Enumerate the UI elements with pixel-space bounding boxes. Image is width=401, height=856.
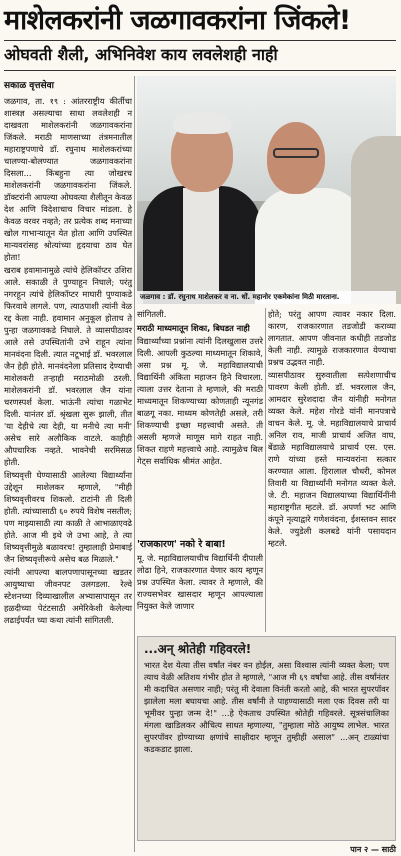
column1-paragraph: जळगाव, ता. १९ : आंतरराष्ट्रीय कीर्तीचा शास्त्रज्ञ असल्याचा साधा लवलेशही न दाखवता माशेलकरांनी जळगावकरांना जिंकले. मराठी माणसाच्या तंत्रमनातील महाराष्ट्रपणाचे डॉ. रघुनाथ माशेलकरांच्या चालण्या-बोलण्यात जळगावकरांना दिसला... किंबहुना त्या जोखरच माशेलकरांनी जळगावकरांना जिंकले. डॉक्टरांनी आपल्या ओघवत्या शैलीतून केवळ देश आणि विदेशाचाच विचार मांडला. हे केवळ वरवर नव्हते; तर प्रत्येक शब्द मनाच्या खोल गाभाऱ्यातून येत होता आणि उपस्थित मान्यवरांसह श्रोत्यांच्या हृदयाचा ठाव घेत होता!: [4, 96, 132, 262]
article-column-2b: [137, 552, 263, 632]
subheadline-rule: [4, 70, 396, 71]
page-footer: पान २ — साठी: [350, 845, 396, 854]
quote-heading: 'राजकारण' नको रे बाबा!: [137, 539, 226, 550]
article-column-2: [137, 308, 263, 512]
headline: माशेलकरांनी जळगावकरांना जिंकले!: [4, 5, 351, 36]
glasses-icon: [273, 148, 319, 158]
photo-person-right-head: [267, 122, 325, 194]
photo-caption: जळगाव : डॉ. रघुनाथ माशेलकर व ना. धों. महानोर एकमेकांना मिठी मारताना.: [137, 291, 396, 304]
photo-person-left-shirt: [183, 188, 219, 298]
sidebar-box: [137, 636, 396, 841]
photo-person-left-hair: [173, 112, 231, 134]
photo-person-background: [351, 136, 401, 304]
column1-paragraph: खराब हवामानामुळे त्यांचे हेलिकॉप्टर उशिरा आले. सकाळी ते पुण्याहून निघाले; परंतु नगरहून त्यांचे हेलिकॉप्टर माघारी पुण्याकडे फिरवावे लागले. पण, त्याठपाशी त्यांनी वेळ रद्द केला नाही. हवामान अनुकूल होताच ते पुन्हा जळगावकडे निघाले. ते व्यासपीठावर आले तसे उपस्थितांनी उभे राहून त्यांना मानवंदना दिली. त्यात नटूभाई डॉ. भवरलाल जैन हेही होते. मानवंदनेला प्रतिसाद देण्याची माशेलकरी तऱ्हाही मराठमोळी ठरली. माशेलकरांनी डॉ. भवरलाल जैन यांना चरणस्पर्श केला. भाऊंनी त्यांचा गळाभेट दिली. यानंतर डॉ. श्रृंखला सुरू झाली, तीत 'या देहीचे त्या देही, या मनीचे त्या मनी' असेच सारे अलौकिक वाटले. काहीही औपचारिक नव्हते. भावनेची सरमिसळ होती.: [4, 265, 132, 467]
headline-rule: [4, 40, 396, 41]
column2b-paragraph: मू. जे. महाविद्यालयाचीच विद्यार्थिनी दीपाली लोढा हिने, राजकारणात येणार काय म्हणून प्रश्न उपस्थित केला. त्यावर ते म्हणाले, की राज्यसभेवर खासदार म्हणून आपल्याला नियुक्त केले जाणार: [137, 553, 263, 611]
column2-paragraph: विद्यार्थ्यांच्या प्रश्नांना त्यांनी दिलखुलास उत्तरे दिली. आपली कुठल्या माध्यमातून शिकावे, असा प्रश्न मू. जे. महाविद्यालयाची विद्यार्थिनी अंकिता महाजन हिने विचारला. त्याला उत्तर देताना ते म्हणाले, की मराठी माध्यमातून शिकण्याच्या कोणताही न्यूनगंड बाळगू नका. माध्यम कोणतेही असले, तरी शिकण्याची इच्छा महत्त्वाची असते. ती असली म्हणजे माणूस मागे राहत नाही. शिकत राहणे महत्त्वाचे आहे. त्यामुळेच बिल गेट्स सर्वाधिक श्रीमंत आहेत.: [137, 336, 263, 466]
article-column-3: [268, 308, 396, 548]
column3-paragraph: होते; परंतु आपण त्यावर नकार दिला. कारण, राजकारणात तडजोडी कराव्या लागतात. आपण जीवनात कधीही तडजोड केली नाही. त्यामुळे राजकारणात येण्याचा प्रश्नच उद्भवत नाही.: [268, 309, 396, 367]
column1-paragraph: त्यांनी आपल्या बालपणापासूनच्या खडतर आयुष्याचा जीवनपट उलगडला. रेल्वे स्टेशनच्या दिव्याखालील अभ्यासापासून तर हळदीच्या पेटंटसाठी अमेरिकेशी केलेल्या लढाईपर्यंत च्या कथा त्यांनी सांगितली.: [4, 567, 132, 625]
box-title: ...अन् श्रोतेही गहिवरले!: [144, 642, 252, 656]
box-text: भारत देश येत्या तीस वर्षांत नंबर वन होईल, असा विश्वास त्यांनी व्यक्त केला; पण त्याच वेळी अतिशय गंभीर होत ते म्हणाले, "आज मी ६९ वर्षांचा आहे. तीस वर्षांनंतर मी कदाचित असणार नाही; परंतु मी देवाला विनंती करतो आहे, की भारत सुपरपॉवर झालेला मला बघायचा आहे. तीस वर्षांनी ते पाहण्यासाठी मला एक दिवस तरी या भूमीवर पुन्हा जन्म दे!" ...हे ऐकताच उपस्थित श्रोतेही गहिवरले. सूत्रसंचालिका मंगला खाडिलकर औचित्य साधत म्हणाल्या, "तुम्हाला मोठे आयुष्य लाभेल. भारत सुपरपॉवर होण्याच्या क्षणांचे साक्षीदार म्हणून तुम्हीही असाल" ...अन् टाळ्यांचा कडकडाट झाला.: [144, 660, 389, 754]
photo-person-right: [255, 188, 365, 304]
byline: सकाळ वृत्तसेवा: [4, 81, 54, 91]
column1-paragraph: शिष्यवृत्ती घेण्यासाठी आलेल्या विद्यार्थ्यांना उद्देशून माशेलकर म्हणाले, "मीही शिष्यवृत्तीवरच शिकलो. टाटांनी ती दिली होती. त्यांच्यासाठी ६० रुपये विशेष नसतील; पण माझ्यासाठी त्या काळी ते आभाळाएवढे होते. आज मी इथे जे उभा आहे, ते त्या शिष्यवृत्तीमुळे बळावरच! तुम्हालाही प्रेमाबाई जैन शिष्यवृत्तीरूपे असेच बळ मिळाले.": [4, 470, 132, 564]
column-divider: [134, 76, 135, 852]
subheadline: ओघवती शैली, अभिनिवेश काय लवलेशही नाही: [4, 45, 278, 64]
article-column-1: [4, 95, 132, 855]
column3-paragraph: व्यासपीठावर सुरुवातीला सत्पेशणाचीच पावरण केली होती. डॉ. भवरलाल जैन, आमदार सुरेशदादा जैन यांनीही मनोगत व्यक्त केले. महेश गोरडे यांनी मानपत्राचे वाचन केले. मू. जे. महाविद्यालयाचे प्राचार्य अनिल राव, माजी प्राचार्य अजित वाघ, बेंडाळे महाविद्यालयाचे प्राचार्य एस. एस. राणे यांच्या हस्ते मान्यवरांना सत्कार करण्यात आला. हिरालाल चौधरी, कोमल तिवारी या विद्यार्थ्यांनी मनोगत व्यक्त केले. जे. टी. महाजन विद्यालयाच्या विद्यार्थिनींनी महाराष्ट्रगीत म्हटले. डॉ. अपर्णा भट आणि कंपूने नृत्याद्वारे गणेशवंदना, ईशस्तवन सादर केले. ज्युडेली कलबडे यांनी पसायदान म्हटले.: [268, 370, 396, 548]
news-photo: [137, 76, 396, 304]
section-title: मराठी माध्यमातून शिका, बिघडत नाही: [137, 323, 250, 333]
column-divider: [265, 308, 266, 632]
column2-lead: सांगितली.: [137, 309, 167, 319]
